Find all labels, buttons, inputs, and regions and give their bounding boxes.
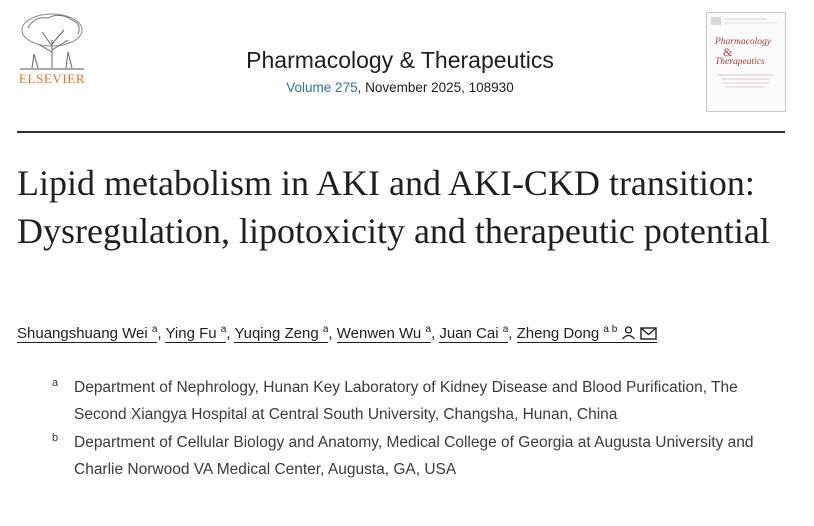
author-name: Zheng Dong (516, 325, 600, 342)
author-separator: , (157, 325, 166, 342)
elsevier-tree-icon (14, 10, 90, 72)
publisher-name: ELSEVIER (18, 71, 86, 86)
affiliation (52, 374, 792, 428)
author-name: Juan Cai (439, 325, 499, 342)
author-affiliation-sup: a (322, 324, 329, 335)
author-name: Shuangshuang Wei (17, 325, 148, 342)
journal-header (150, 46, 650, 95)
author-link[interactable] (17, 325, 157, 343)
author-list (17, 324, 657, 342)
envelope-icon (640, 327, 657, 340)
person-icon (621, 326, 636, 340)
affiliation-label: b (52, 432, 59, 444)
article-title: Lipid metabolism in AKI and AKI-CKD transition: Dysregulation, lipotoxicity and therapeutic potential (17, 163, 770, 251)
author-name: Wenwen Wu (336, 325, 422, 342)
author-affiliation-sup: a (151, 324, 158, 335)
volume-link[interactable]: Volume 275 (286, 80, 358, 95)
author-link[interactable] (517, 325, 658, 343)
author-link[interactable] (337, 325, 431, 343)
affiliation-label: a (52, 377, 59, 389)
issue-info: , November 2025, 108930 (357, 80, 514, 95)
author-name: Yuqing Zeng (234, 325, 319, 342)
affiliation-text: Department of Cellular Biology and Anatomy, Medical College of Georgia at Augusta University and Charlie Norwood VA Medical Center, Augusta, GA, USA (74, 434, 754, 478)
header-divider (17, 131, 785, 133)
author-affiliation-sup: a (502, 324, 509, 335)
author-separator: , (431, 325, 440, 342)
author-separator: , (226, 325, 235, 342)
affiliation-text: Department of Nephrology, Hunan Key Laboratory of Kidney Disease and Blood Purification, The Second Xiangya Hospital at Central South University, Changsha, Hunan, China (74, 379, 738, 423)
author-link[interactable] (165, 325, 226, 343)
affiliation (52, 429, 792, 483)
affiliation-list (52, 374, 792, 484)
author-separator: , (508, 325, 517, 342)
author-name: Ying Fu (165, 325, 217, 342)
journal-title[interactable]: Pharmacology & Therapeutics (246, 47, 554, 73)
journal-cover[interactable] (706, 12, 786, 112)
author-link[interactable] (439, 325, 508, 343)
cover-title-line2: Therapeutics (715, 57, 765, 67)
author-affiliation-sup: a b (603, 324, 618, 335)
author-affiliation-sup: a (220, 324, 227, 335)
cover-title-line1: Pharmacology (715, 37, 771, 47)
journal-meta (150, 80, 650, 95)
author-separator: , (328, 325, 337, 342)
author-link[interactable] (234, 325, 328, 343)
author-affiliation-sup: a (425, 324, 431, 335)
cover-ampersand: & (723, 45, 733, 59)
